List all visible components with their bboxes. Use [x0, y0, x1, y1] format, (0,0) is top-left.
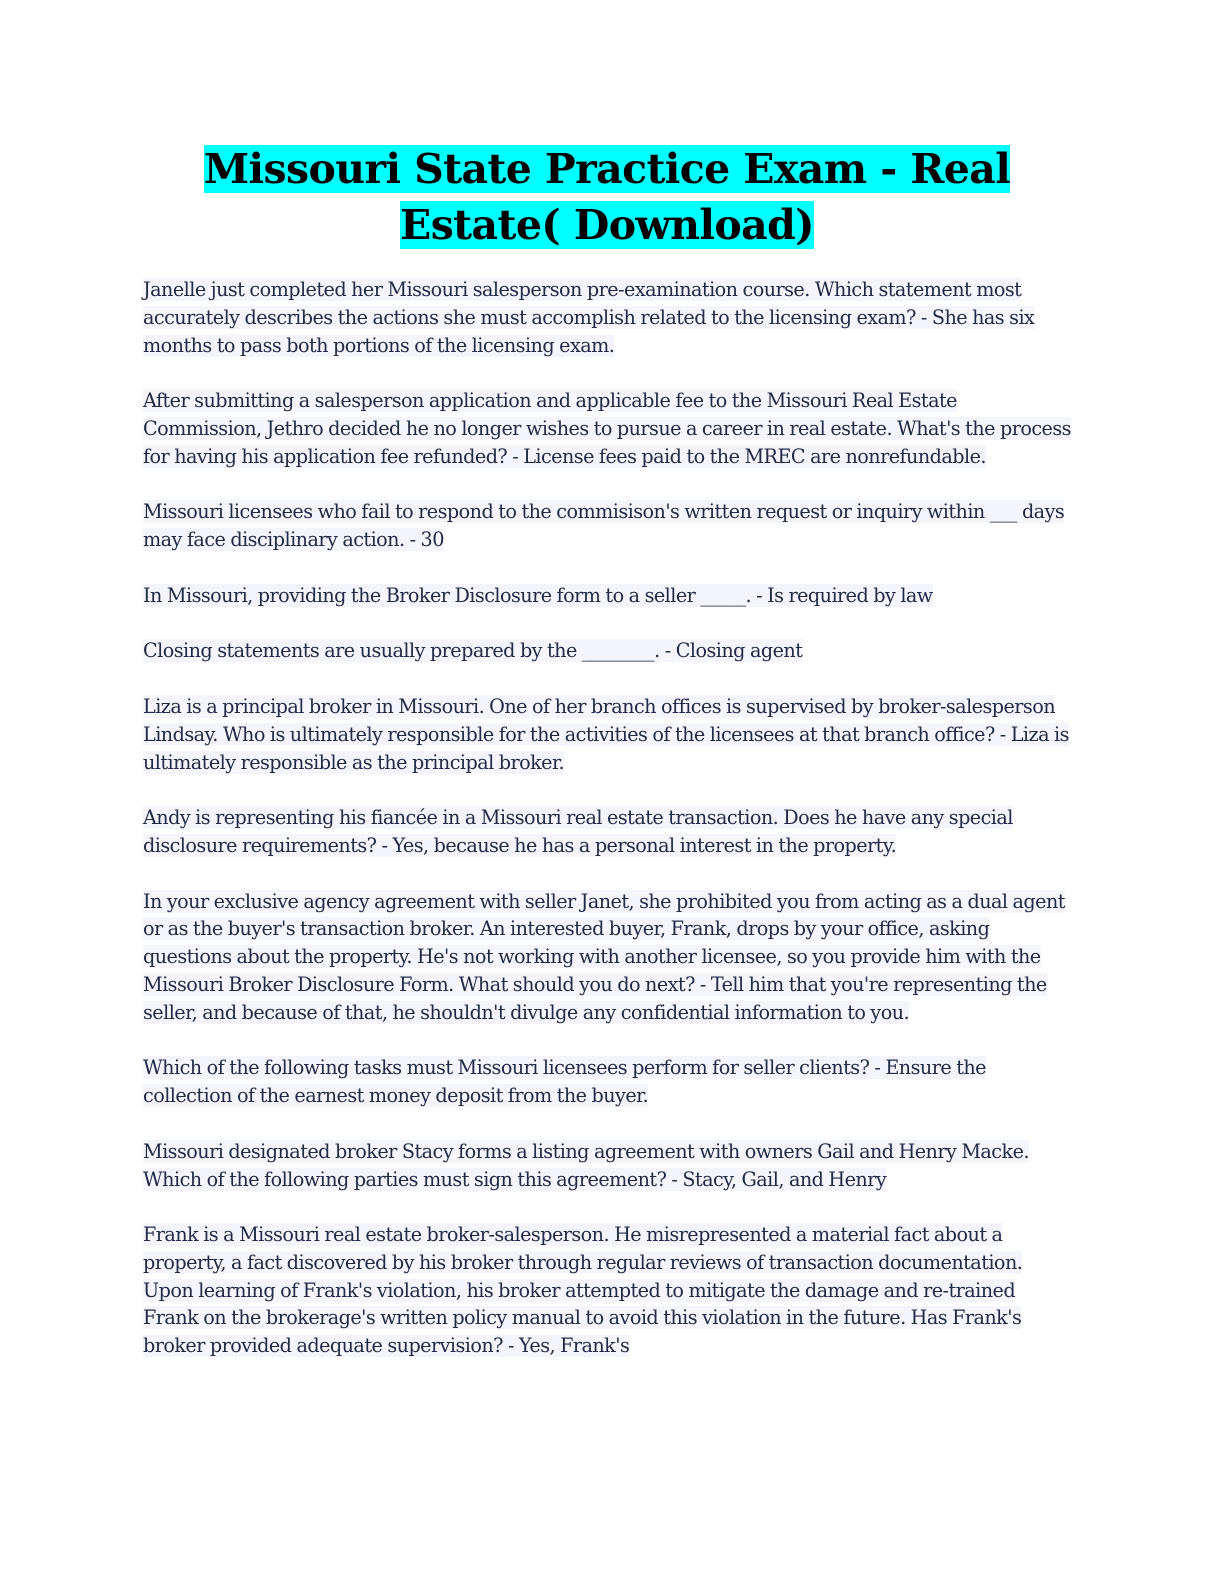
qa-item-1 — [143, 276, 1071, 359]
qa-text: Janelle just completed her Missouri salesperson pre-examination course. Which statement most accurately describes the actions she must accomplish related to the licensing exam? - She has six months to pass both portions of the licensing exam. — [143, 278, 1035, 357]
qa-text: Closing statements are usually prepared by the ________. - Closing agent — [143, 639, 803, 663]
document-title — [143, 141, 1071, 253]
qa-text: Missouri licensees who fail to respond to the commisison's written request or inquiry within ___ days may face disciplinary action. - 30 — [143, 500, 1065, 552]
qa-text: Frank is a Missouri real estate broker-salesperson. He misrepresented a material fact about a property, a fact discovered by his broker through regular reviews of transaction documentation. Upon learning of Frank's violation, his broker attempted to mitigate the damage and re-trained Frank on the brokerage's written policy manual to avoid this violation in the future. Has Frank's broker provided adequate supervision? - Yes, Frank's — [143, 1223, 1023, 1358]
qa-text: Which of the following tasks must Missouri licensees perform for seller clients? - Ensure the collection of the earnest money deposit from the buyer. — [143, 1056, 986, 1108]
qa-text: In Missouri, providing the Broker Disclosure form to a seller _____. - Is required by law — [143, 583, 933, 607]
qa-item-9 — [143, 1054, 1071, 1110]
qa-item-11 — [143, 1221, 1071, 1360]
qa-item-10 — [143, 1138, 1071, 1194]
qa-text: Missouri designated broker Stacy forms a listing agreement with owners Gail and Henry Macke. Which of the following parties must sign this agreement? - Stacy, Gail, and Henry — [143, 1139, 1029, 1191]
qa-item-8 — [143, 888, 1071, 1027]
qa-text: Liza is a principal broker in Missouri. One of her branch offices is supervised by broker-salesperson Lindsay. Who is ultimately responsible for the activities of the licensees at that branch office? - Liza is ultimately responsible as the principal broker. — [143, 694, 1069, 774]
qa-item-5 — [143, 637, 1071, 665]
document-page — [143, 141, 1071, 1388]
qa-item-6 — [143, 693, 1071, 776]
qa-text: After submitting a salesperson application and applicable fee to the Missouri Real Estate Commission, Jethro decided he no longer wishes to pursue a career in real estate. What's the process for having his application fee refunded? - License fees paid to the MREC are nonrefundable. — [143, 389, 1071, 468]
qa-item-4 — [143, 582, 1071, 610]
qa-item-7 — [143, 804, 1071, 860]
qa-item-2 — [143, 387, 1071, 470]
qa-text: Andy is representing his fiancée in a Missouri real estate transaction. Does he have any special disclosure requirements? - Yes, because he has a personal interest in the property. — [143, 806, 1013, 857]
qa-text: In your exclusive agency agreement with seller Janet, she prohibited you from acting as a dual agent or as the buyer's transaction broker. An interested buyer, Frank, drops by your office, asking questions about the property. He's not working with another licensee, so you provide him with the Missouri Broker Disclosure Form. What should you do next? - Tell him that you're representing the seller, and because of that, he shouldn't divulge any confidential information to you. — [143, 889, 1065, 1024]
qa-item-3 — [143, 498, 1071, 554]
document-title-text: Missouri State Practice Exam - Real Estate( Download) — [203, 145, 1011, 249]
